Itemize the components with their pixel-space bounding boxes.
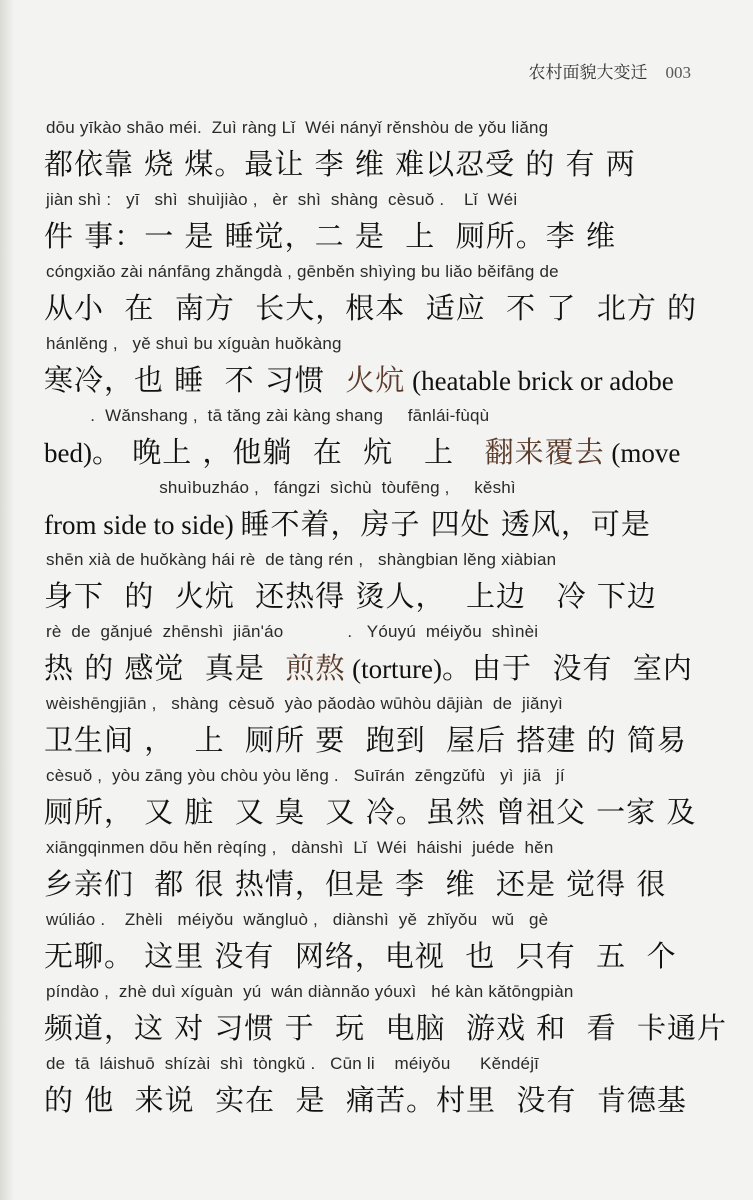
hanzi-line [44, 1006, 728, 1047]
hanzi-text: 从小 在 南方 长大，根本 适应 不 了 北方 的 [44, 291, 698, 325]
hanzi-line [44, 430, 694, 471]
pinyin-line: shēn xià de huǒkàng hái rè de tàng rén , shàngbian lěng xiàbian [46, 550, 557, 569]
pinyin-line: wúliáo . Zhèli méiyǒu wǎngluò , diànshì yě zhǐyǒu wǔ gè [46, 910, 549, 929]
hanzi-line [44, 214, 694, 255]
text-line [44, 694, 694, 766]
hanzi-text: 乡亲们 都 很 热情，但是 李 维 还是 觉得 很 [44, 867, 667, 901]
pinyin-line: xiāngqinmen dōu hěn rèqíng , dànshì Lǐ Wéi háishi juéde hěn [46, 838, 554, 857]
hanzi-line [44, 574, 694, 615]
hanzi-text: 都依靠 烧 煤。最让 李 维 难以忍受 的 有 两 [44, 147, 636, 181]
pinyin-line: hánlěng , yě shuì bu xíguàn huǒkàng [46, 334, 342, 353]
page-edge [0, 0, 14, 1200]
text-line [44, 262, 698, 334]
hanzi-text: 无聊。 这里 没有 网络，电视 也 只有 五 个 [44, 939, 677, 973]
text-line [44, 910, 694, 982]
pinyin-line: dōu yīkào shāo méi. Zuì ràng Lǐ Wéi nányǐ rěnshòu de yǒu liǎng [46, 118, 549, 137]
text-line [44, 550, 694, 622]
hanzi-line [44, 718, 694, 759]
english-gloss: (heatable brick or adobe [405, 366, 674, 396]
hanzi-line [44, 790, 697, 831]
text-line [44, 190, 694, 262]
hanzi-text: 身下 的 火炕 还热得 烫人， 上边 冷 下边 [44, 579, 657, 613]
hanzi-line [44, 646, 694, 687]
pinyin-line: . Wǎnshang , tā tǎng zài kàng shang fānlái-fùqù [46, 406, 490, 425]
pinyin-line: rè de gǎnjué zhēnshì jiān'áo . Yóuyú méiyǒu shìnèi [46, 622, 539, 641]
hanzi-text: 。由于 没有 室内 [442, 651, 693, 685]
glossed-term: 火炕 [345, 363, 406, 397]
pinyin-line: cóngxiǎo zài nánfāng zhǎngdà , gēnběn shìyìng bu liǎo běifāng de [46, 262, 559, 281]
pinyin-line: wèishēngjiān , shàng cèsuǒ yào pǎodào wūhòu dājiàn de jiǎnyì [46, 694, 563, 713]
hanzi-text: 热 的 感觉 真是 [44, 651, 286, 685]
hanzi-line [44, 502, 694, 543]
pinyin-line: píndào , zhè duì xíguàn yú wán diànnǎo yóuxì hé kàn kǎtōngpiàn [46, 982, 574, 1001]
hanzi-text: 。 晚上 ，他躺 在 炕 上 [91, 435, 485, 469]
hanzi-text: 频道，这 对 习惯 于 玩 电脑 游戏 和 看 卡通片 [44, 1011, 728, 1045]
hanzi-line [44, 286, 698, 327]
pinyin-line: de tā láishuō shízài shì tòngkǔ . Cūn li méiyǒu Kěndéjī [46, 1054, 540, 1073]
hanzi-line [44, 862, 694, 903]
hanzi-text: 件 事：一 是 睡觉，二 是 上 厕所。李 维 [44, 219, 616, 253]
chapter-title: 农村面貌大变迁 [528, 63, 648, 83]
english-gloss: (torture) [345, 654, 443, 684]
text-line [44, 838, 694, 910]
hanzi-line [44, 1078, 694, 1119]
text-line [44, 334, 694, 406]
english-gloss: (move [604, 438, 681, 468]
pinyin-line: jiàn shì : yī shì shuìjiào , èr shì shàng cèsuǒ . Lǐ Wéi [46, 190, 518, 209]
hanzi-text: 寒冷，也 睡 不 习惯 [44, 363, 346, 397]
glossed-term: 煎熬 [285, 651, 346, 685]
glossed-term: 翻来覆去 [484, 435, 605, 469]
hanzi-text: 卫生间 ， 上 厕所 要 跑到 屋后 搭建 的 简易 [44, 723, 687, 757]
english-gloss: from side to side) [44, 510, 241, 540]
text-line [44, 118, 694, 190]
text-line [44, 766, 697, 838]
text-line [44, 1054, 694, 1126]
hanzi-text: 厕所， 又 脏 又 臭 又 冷。虽然 曾祖父 一家 及 [44, 795, 697, 829]
page-number: 003 [665, 63, 691, 82]
running-header [529, 58, 692, 83]
hanzi-text: 的 他 来说 实在 是 痛苦。村里 没有 肯德基 [44, 1083, 687, 1117]
hanzi-line [44, 934, 694, 975]
hanzi-text: 睡不着，房子 四处 透风，可是 [240, 507, 651, 541]
pinyin-line: cèsuǒ , yòu zāng yòu chòu yòu lěng . Suīrán zēngzǔfù yì jiā jí [46, 766, 565, 785]
hanzi-line [44, 358, 694, 399]
pinyin-line: shuìbuzháo , fángzi sìchù tòufēng , kěshì [46, 478, 516, 497]
text-line [44, 982, 728, 1054]
text-line [44, 406, 694, 478]
english-gloss: bed) [44, 438, 92, 468]
text-line [44, 478, 694, 550]
hanzi-line [44, 142, 694, 183]
text-line [44, 622, 694, 694]
body-text [44, 118, 728, 1126]
